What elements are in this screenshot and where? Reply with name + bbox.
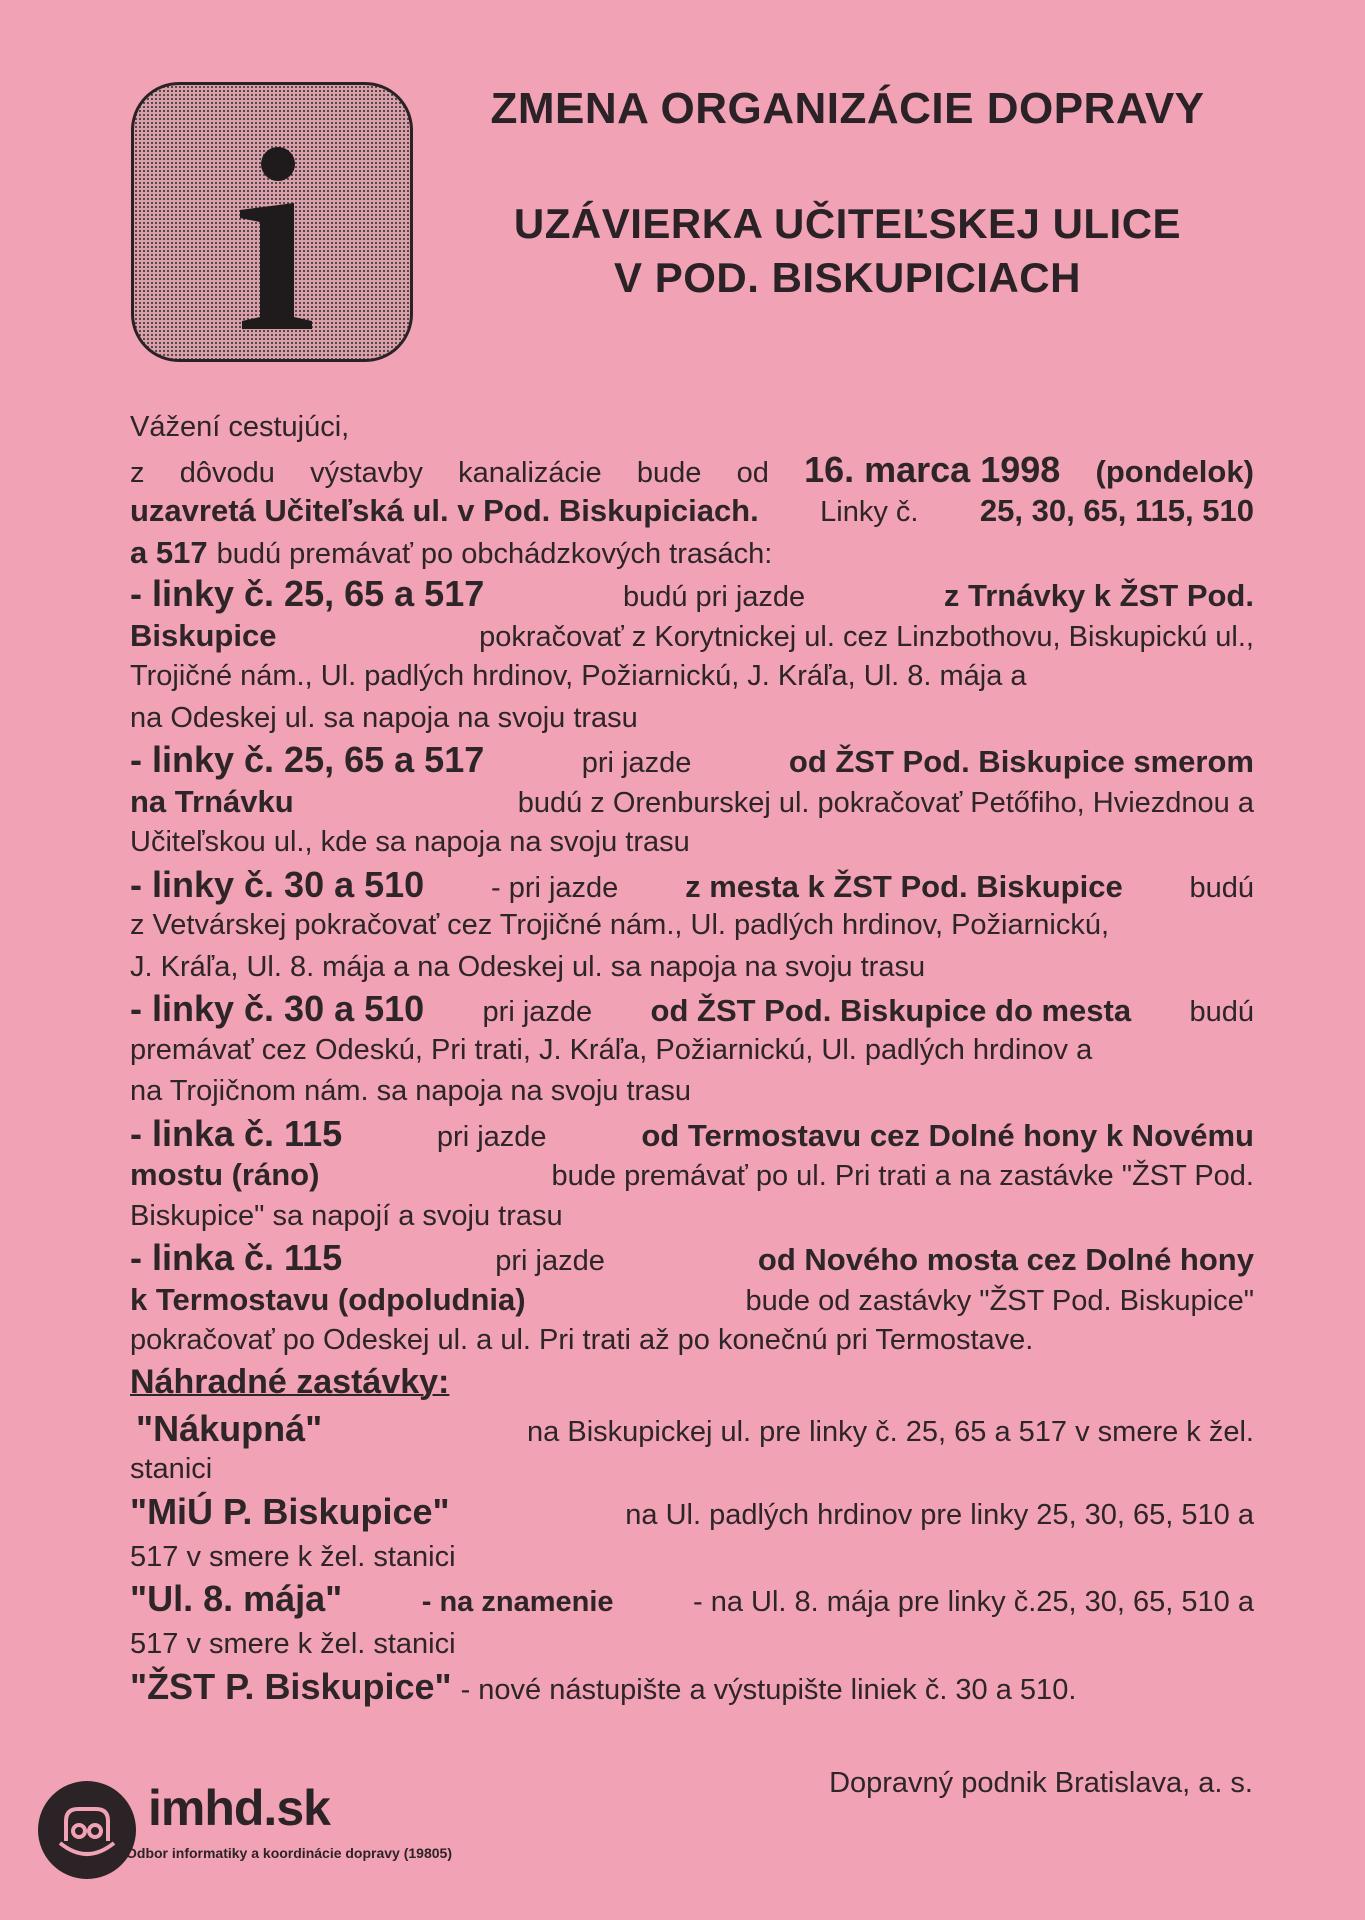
intro-line-2 — [130, 490, 1254, 532]
stop-4-line-1 — [130, 1666, 1254, 1712]
intro-line-1 — [130, 449, 1254, 491]
stop-1-line-2 — [130, 1449, 1254, 1491]
intro-line-3 — [130, 532, 1254, 574]
route-6-direction-cont: k Termostavu (odpoludnia) — [130, 1281, 526, 1317]
stop-3-line-2 — [130, 1624, 1254, 1666]
stop-1-line-1 — [130, 1408, 1254, 1450]
intro-text: Linky č. — [820, 496, 919, 528]
route-2-text: budú z Orenburskej ul. pokračovať Petőfiho, Hviezdnou a — [517, 786, 1254, 819]
replacement-stops-heading — [130, 1362, 1254, 1408]
closure-date: 16. marca 1998 — [804, 448, 1061, 490]
route-5-line-1 — [130, 1113, 1254, 1155]
watermark-note: Odbor informatiky a koordinácie dopravy (19805) — [126, 1845, 452, 1861]
stop-3-text: - na Ul. 8. mája pre linky č.25, 30, 65, 510 a — [693, 1586, 1254, 1618]
info-box — [131, 82, 413, 362]
route-4-direction: od ŽST Pod. Biskupice do mesta — [650, 993, 1132, 1028]
route-3-line-2 — [130, 905, 1254, 947]
route-4-text: budú — [1189, 996, 1254, 1028]
route-1-text: Trojičné nám., Ul. padlých hrdinov, Požiarnickú, J. Kráľa, Ul. 8. mája a — [130, 660, 1027, 692]
stop-2-cont: 517 v smere k žel. stanici — [130, 1540, 456, 1573]
replacement-heading-text: Náhradné zastávky: — [130, 1362, 450, 1401]
route-4-text: premávať cez Odeskú, Pri trati, J. Kráľa, Požiarnickú, Ul. padlých hrdinov a — [130, 1033, 1093, 1066]
closure-weekday: (pondelok) — [1095, 453, 1254, 489]
route-6-lines: - linka č. 115 — [130, 1237, 343, 1278]
route-5-line-3 — [130, 1196, 1254, 1238]
route-3-text: J. Kráľa, Ul. 8. mája a na Odeskej ul. sa napoja na svoju trasu — [130, 950, 926, 983]
stop-2-text: na Ul. padlých hrdinov pre linky 25, 30, 65, 510 a — [625, 1498, 1254, 1531]
route-6-line-3 — [130, 1320, 1254, 1362]
stop-1-name: "Nákupná" — [136, 1407, 323, 1449]
route-4-line-3 — [130, 1071, 1254, 1113]
route-5-line-2 — [130, 1154, 1254, 1196]
route-1-line-2 — [130, 615, 1254, 657]
route-3-line-1 — [130, 864, 1254, 906]
route-2-direction: od ŽST Pod. Biskupice smerom — [788, 744, 1254, 779]
affected-lines: 25, 30, 65, 115, 510 — [979, 493, 1254, 528]
stop-3-name: "Ul. 8. mája" — [130, 1578, 343, 1619]
signature: Dopravný podnik Bratislava, a. s. — [829, 1767, 1253, 1799]
route-5-text: Biskupice" sa napojí a svoju trasu — [130, 1199, 563, 1232]
route-2-text: Učiteľskou ul., kde sa napoja na svoju trasu — [130, 826, 690, 858]
route-6-direction: od Nového mosta cez Dolné hony — [757, 1242, 1254, 1277]
imhd-watermark[interactable] — [38, 1781, 558, 1891]
stop-2-line-1 — [130, 1491, 1254, 1537]
route-2-text: pri jazde — [581, 747, 692, 779]
subtitle-line-1: UZÁVIERKA UČITEĽSKEJ ULICE — [513, 200, 1182, 247]
route-2-line-3 — [130, 822, 1254, 864]
route-1-line-4 — [130, 698, 1254, 740]
greeting — [130, 407, 1254, 449]
route-1-direction-cont: Biskupice — [130, 617, 277, 653]
route-5-direction: od Termostavu cez Dolné hony k Novému — [641, 1117, 1254, 1153]
route-3-direction: z mesta k ŽST Pod. Biskupice — [685, 868, 1123, 904]
route-4-text: na Trojičnom nám. sa napoja na svoju trasu — [130, 1075, 691, 1107]
notice-body — [130, 407, 1254, 1712]
route-5-text: pri jazde — [436, 1120, 547, 1153]
intro-word: bude — [636, 456, 702, 489]
route-5-lines: - linka č. 115 — [130, 1112, 343, 1154]
stop-2-name: "MiÚ P. Biskupice" — [130, 1490, 450, 1532]
watermark-name: imhd.sk — [148, 1780, 330, 1836]
stop-4-name: "ŽST P. Biskupice" — [130, 1665, 452, 1707]
route-5-text: bude premávať po ul. Pri trati a na zastávke "ŽST Pod. — [551, 1160, 1254, 1192]
subtitle-line-2: V POD. BISKUPICIACH — [614, 254, 1081, 301]
route-6-text: pri jazde — [495, 1245, 605, 1277]
route-4-line-1 — [130, 988, 1254, 1030]
info-i-icon — [134, 85, 413, 362]
route-1-text: budú pri jazde — [622, 581, 806, 613]
stop-3-flag: - na znamenie — [421, 1586, 614, 1618]
stop-3-cont: 517 v smere k žel. stanici — [130, 1628, 456, 1660]
notice-subtitle — [440, 197, 1255, 305]
stop-1-text: na Biskupickej ul. pre linky č. 25, 65 a 517 v smere k žel. — [527, 1415, 1254, 1448]
intro-word: z — [130, 456, 145, 489]
stop-3-line-1 — [130, 1578, 1254, 1624]
closure-street: uzavretá Učiteľská ul. v Pod. Biskupiciach. — [130, 493, 759, 528]
intro-word: kanalizácie — [458, 456, 602, 489]
route-3-text: - pri jazde — [490, 871, 619, 904]
intro-word: dôvodu — [179, 456, 275, 489]
route-6-text: bude od zastávky "ŽST Pod. Biskupice" — [745, 1284, 1254, 1317]
route-2-line-2 — [130, 781, 1254, 823]
route-2-lines: - linky č. 25, 65 a 517 — [130, 739, 485, 780]
route-6-text: pokračovať po Odeskej ul. a ul. Pri trati až po konečnú pri Termostave. — [130, 1324, 1034, 1356]
route-4-text: pri jazde — [482, 996, 593, 1028]
intro-word: od — [736, 456, 769, 489]
stop-1-cont: stanici — [130, 1453, 213, 1485]
route-3-text: budú — [1189, 871, 1254, 904]
intro-word: výstavby — [310, 456, 423, 489]
route-1-line-1 — [130, 573, 1254, 615]
bus-face-icon — [38, 1781, 136, 1879]
route-1-direction: z Trnávky k ŽST Pod. — [943, 578, 1254, 613]
route-6-line-1 — [130, 1237, 1254, 1279]
route-3-lines: - linky č. 30 a 510 — [130, 863, 425, 905]
route-6-line-2 — [130, 1279, 1254, 1321]
route-1-text: na Odeskej ul. sa napoja na svoju trasu — [130, 701, 638, 734]
route-3-text: z Vetvárskej pokračovať cez Trojičné nám., Ul. padlých hrdinov, Požiarnickú, — [130, 909, 1110, 941]
route-4-line-2 — [130, 1030, 1254, 1072]
stop-2-line-2 — [130, 1537, 1254, 1579]
intro-text: budú premávať po obchádzkových trasách: — [216, 537, 773, 570]
route-2-line-1 — [130, 739, 1254, 781]
route-1-line-3 — [130, 656, 1254, 698]
route-1-text: pokračovať z Korytnickej ul. cez Linzbothovu, Biskupickú ul., — [479, 620, 1254, 653]
route-5-direction-cont: mostu (ráno) — [130, 1157, 320, 1192]
route-3-line-3 — [130, 947, 1254, 989]
stop-4-text: - nové nástupište a výstupište liniek č. 30 a 510. — [460, 1673, 1077, 1706]
route-4-lines: - linky č. 30 a 510 — [130, 988, 425, 1029]
notice-title: ZMENA ORGANIZÁCIE DOPRAVY — [490, 84, 1205, 133]
affected-lines-cont: a 517 — [130, 534, 208, 570]
greeting-text: Vážení cestujúci, — [130, 411, 350, 443]
route-1-lines: - linky č. 25, 65 a 517 — [130, 573, 485, 614]
route-2-direction-cont: na Trnávku — [130, 783, 294, 819]
